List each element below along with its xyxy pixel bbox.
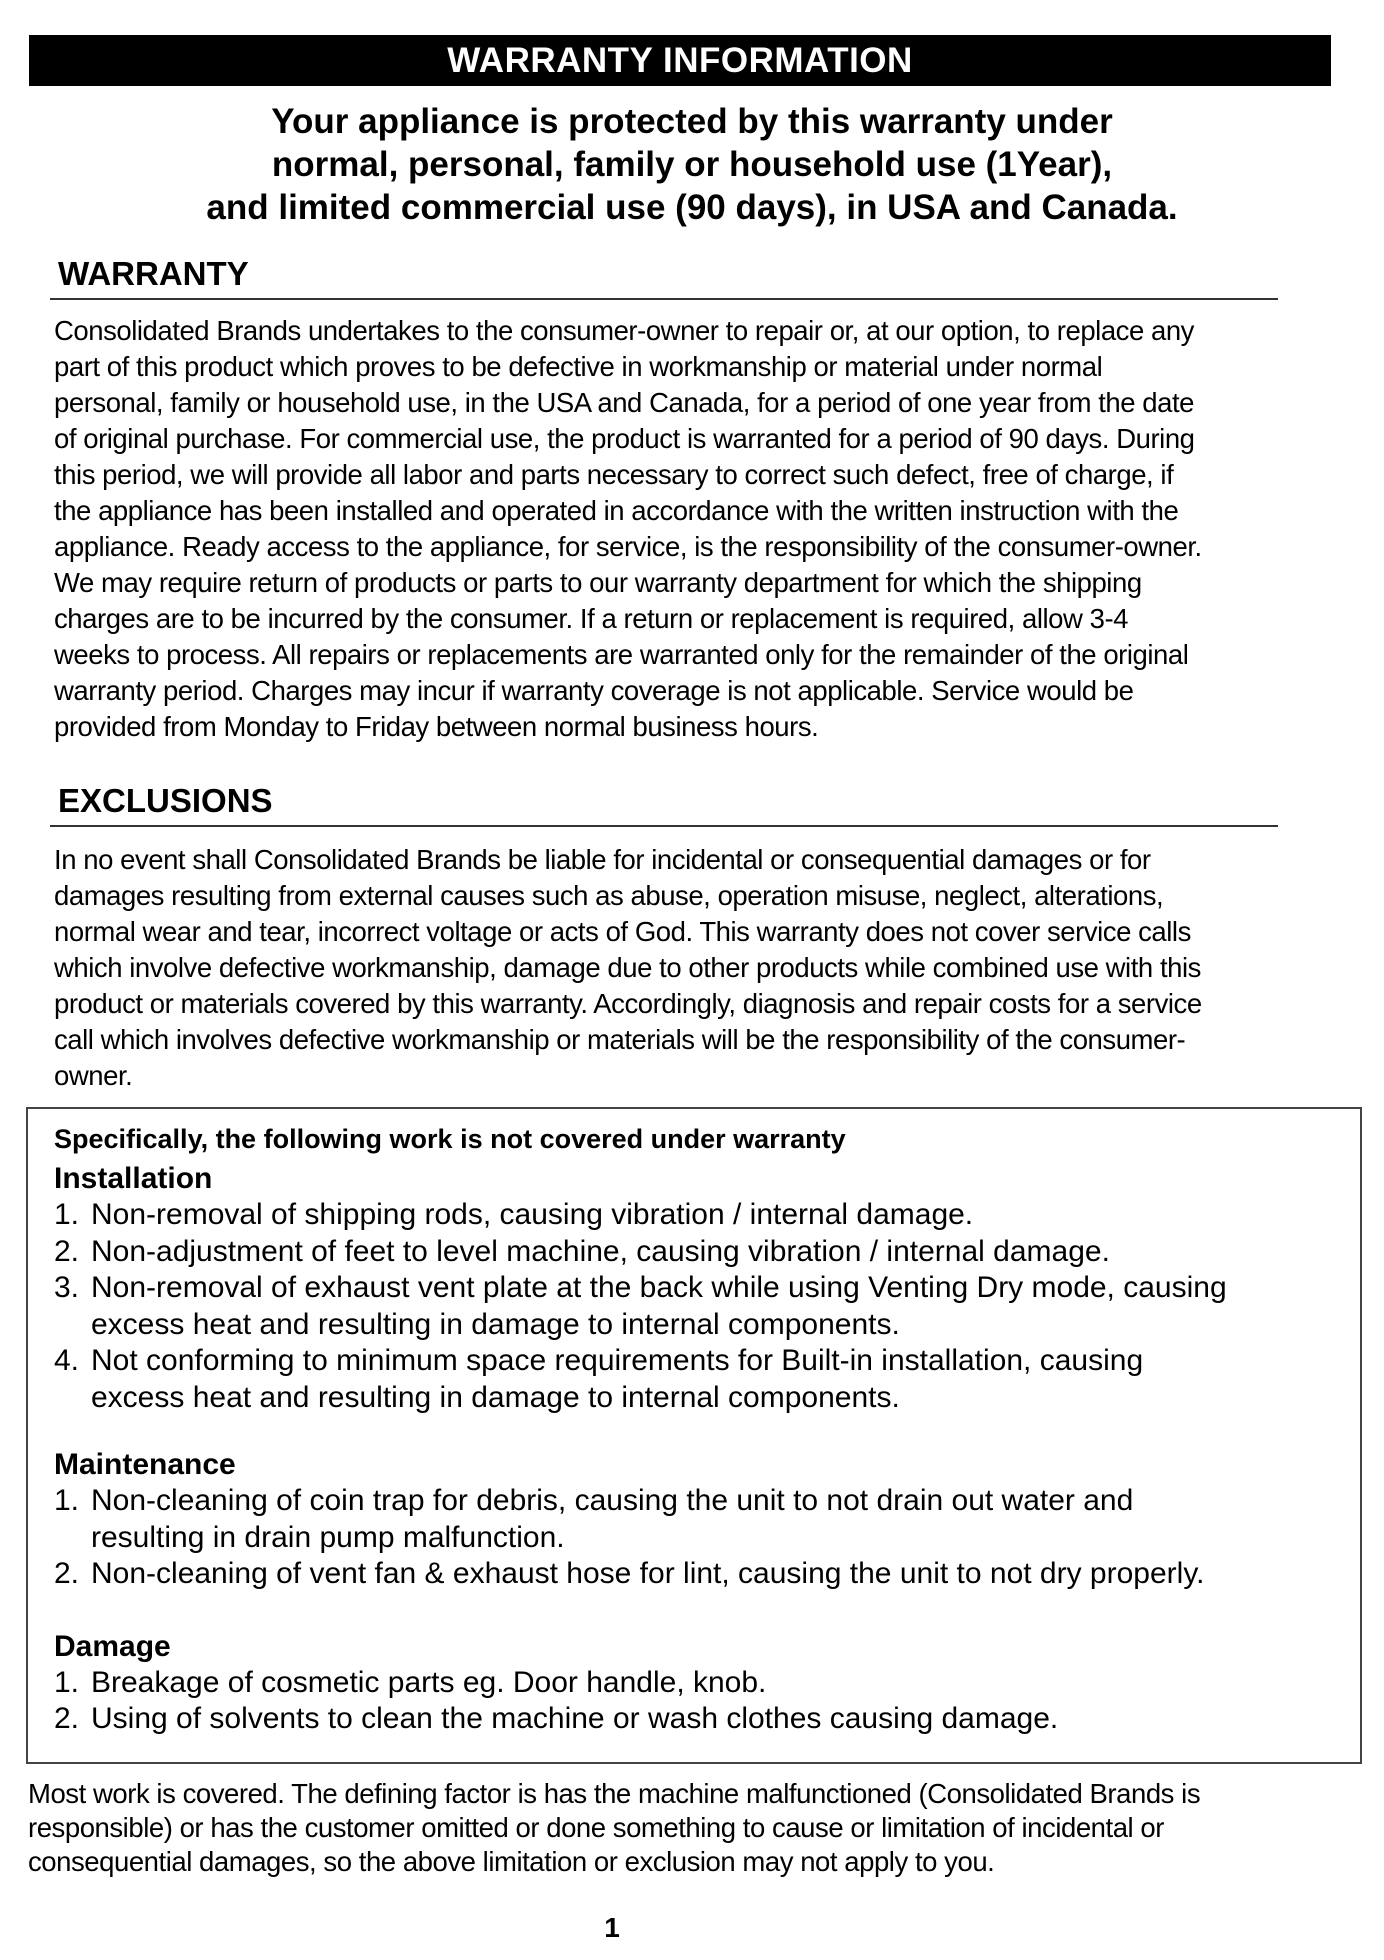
list-item bbox=[54, 1483, 1364, 1556]
warranty-line: Consolidated Brands undertakes to the consumer-owner to repair or, at our option, to replace any bbox=[54, 315, 1194, 346]
warranty-line: part of this product which proves to be defective in workmanship or material under normal bbox=[54, 351, 1103, 382]
item-number: 1. bbox=[54, 1484, 80, 1517]
damage-heading: Damage bbox=[54, 1630, 171, 1663]
footer-line: responsible) or has the customer omitted or done something to cause or limitation of incidental or bbox=[28, 1812, 1164, 1843]
item-number: 1. bbox=[54, 1666, 80, 1699]
intro-line: normal, personal, family or household use (1Year), bbox=[271, 145, 1113, 184]
exclusions-heading: EXCLUSIONS bbox=[58, 782, 273, 819]
footer-line: Most work is covered. The defining factor is has the machine malfunctioned (Consolidated Brands is bbox=[28, 1778, 1201, 1809]
warranty-line: We may require return of products or parts to our warranty department for which the shipping bbox=[54, 567, 1142, 598]
maintenance-heading: Maintenance bbox=[54, 1448, 236, 1481]
warranty-heading: WARRANTY bbox=[58, 255, 249, 292]
item-text: excess heat and resulting in damage to internal components. bbox=[91, 1380, 900, 1414]
list-item bbox=[54, 1197, 1364, 1234]
warranty-line: this period, we will provide all labor and parts necessary to correct such defect, free of charge, if bbox=[54, 459, 1174, 490]
item-number: 3. bbox=[54, 1271, 80, 1304]
item-number: 4. bbox=[54, 1344, 80, 1377]
warranty-line: personal, family or household use, in the USA and Canada, for a period of one year from the date bbox=[54, 387, 1195, 418]
warranty-information-banner: WARRANTY INFORMATION bbox=[29, 35, 1331, 86]
intro-line: Your appliance is protected by this warranty under bbox=[271, 102, 1113, 141]
warranty-line: charges are to be incurred by the consumer. If a return or replacement is required, allow 3-4 bbox=[54, 603, 1128, 634]
list-item bbox=[54, 1234, 1364, 1271]
warranty-line: the appliance has been installed and operated in accordance with the written instruction with the bbox=[54, 495, 1179, 526]
intro-line: and limited commercial use (90 days), in USA and Canada. bbox=[206, 188, 1178, 227]
item-number: 2. bbox=[54, 1557, 80, 1590]
list-item bbox=[54, 1701, 1364, 1738]
exclusions-line: damages resulting from external causes such as abuse, operation misuse, neglect, alterations, bbox=[54, 880, 1164, 911]
list-item bbox=[54, 1343, 1364, 1416]
item-number: 1. bbox=[54, 1198, 80, 1231]
warranty-paragraph bbox=[54, 313, 1354, 745]
item-text: Using of solvents to clean the machine or wash clothes causing damage. bbox=[91, 1702, 1059, 1735]
warranty-line: of original purchase. For commercial use, the product is warranted for a period of 90 days. During bbox=[54, 423, 1195, 454]
exclusions-line: In no event shall Consolidated Brands be liable for incidental or consequential damages or for bbox=[54, 844, 1151, 875]
list-item bbox=[54, 1270, 1364, 1343]
item-text: resulting in drain pump malfunction. bbox=[91, 1520, 565, 1554]
item-text: Non-cleaning of coin trap for debris, causing the unit to not drain out water and bbox=[91, 1484, 1134, 1517]
item-text: Non-removal of exhaust vent plate at the back while using Venting Dry mode, causing bbox=[91, 1271, 1227, 1304]
item-text: Breakage of cosmetic parts eg. Door handle, knob. bbox=[91, 1666, 767, 1699]
warranty-divider bbox=[50, 298, 1278, 300]
exclusions-divider bbox=[50, 825, 1278, 827]
exclusions-line: which involve defective workmanship, damage due to other products while combined use with this bbox=[54, 952, 1201, 983]
installation-heading: Installation bbox=[54, 1162, 213, 1195]
item-text: Non-removal of shipping rods, causing vibration / internal damage. bbox=[91, 1198, 974, 1231]
not-covered-heading: Specifically, the following work is not covered under warranty bbox=[54, 1124, 846, 1154]
item-number: 2. bbox=[54, 1702, 80, 1735]
list-item bbox=[54, 1556, 1364, 1593]
list-item bbox=[54, 1665, 1364, 1702]
footer-note bbox=[28, 1777, 1358, 1879]
exclusions-line: owner. bbox=[54, 1060, 133, 1091]
warranty-line: appliance. Ready access to the appliance, for service, is the responsibility of the consumer-owner. bbox=[54, 531, 1202, 562]
footer-line: consequential damages, so the above limitation or exclusion may not apply to you. bbox=[28, 1846, 995, 1877]
page-number: 1 bbox=[604, 1912, 620, 1943]
warranty-line: provided from Monday to Friday between normal business hours. bbox=[54, 711, 819, 742]
item-number: 2. bbox=[54, 1235, 80, 1268]
exclusions-line: call which involves defective workmanship or materials will be the responsibility of the consumer- bbox=[54, 1024, 1186, 1055]
exclusions-line: product or materials covered by this warranty. Accordingly, diagnosis and repair costs for a service bbox=[54, 988, 1202, 1019]
item-text: Non-cleaning of vent fan & exhaust hose for lint, causing the unit to not dry properly. bbox=[91, 1557, 1205, 1590]
warranty-line: weeks to process. All repairs or replacements are warranted only for the remainder of the original bbox=[54, 639, 1189, 670]
exclusions-paragraph bbox=[54, 842, 1354, 1094]
exclusions-line: normal wear and tear, incorrect voltage or acts of God. This warranty does not cover service calls bbox=[54, 916, 1191, 947]
item-text: excess heat and resulting in damage to internal components. bbox=[91, 1307, 900, 1341]
item-text: Non-adjustment of feet to level machine, causing vibration / internal damage. bbox=[91, 1235, 1110, 1268]
item-text: Not conforming to minimum space requirements for Built-in installation, causing bbox=[91, 1344, 1144, 1377]
warranty-intro bbox=[60, 100, 1324, 229]
warranty-line: warranty period. Charges may incur if warranty coverage is not applicable. Service would be bbox=[54, 675, 1134, 706]
